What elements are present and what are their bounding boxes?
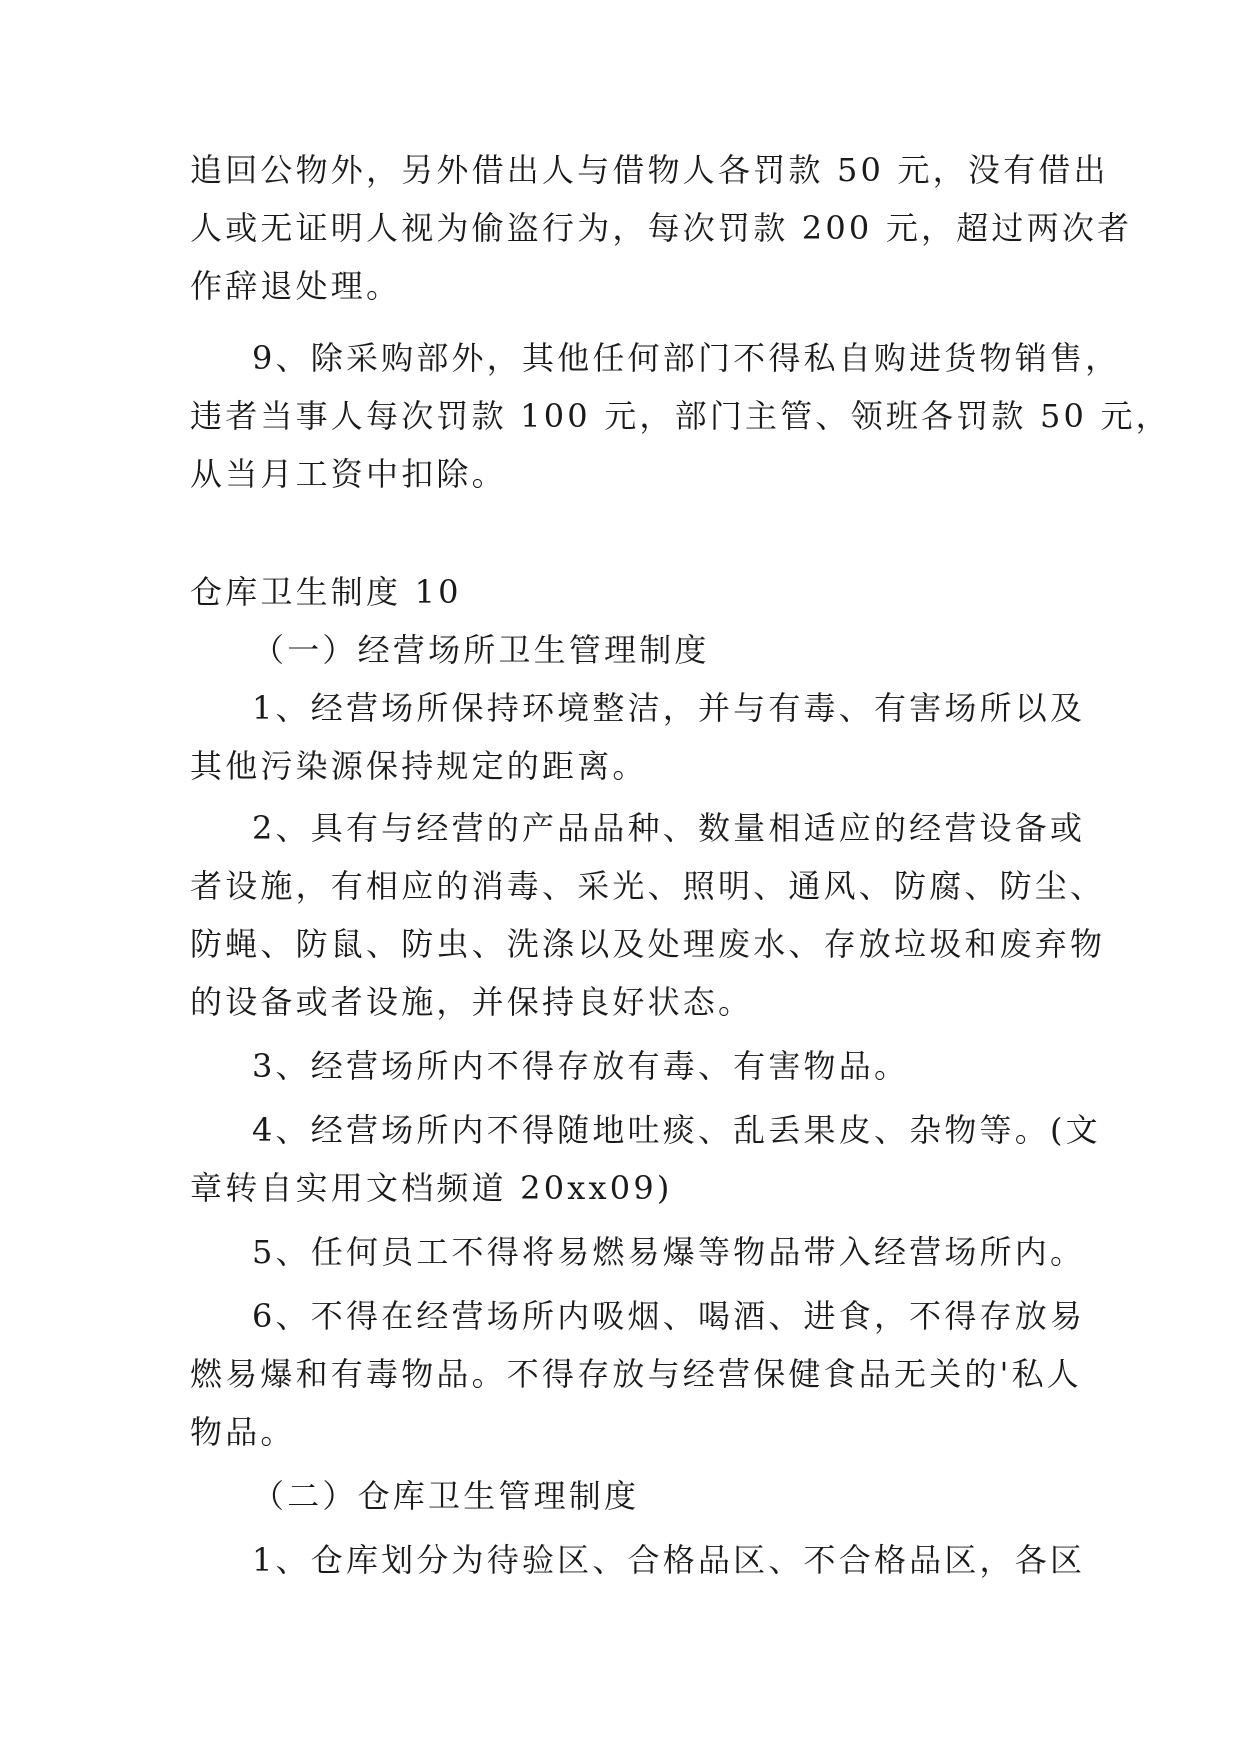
text-line: 作辞退处理。 [190, 267, 402, 305]
text-line: 者设施，有相应的消毒、采光、照明、通风、防腐、防尘、 [190, 867, 1106, 905]
paragraph-line: 2、具有与经营的产品品种、数量相适应的经营设备或 [252, 809, 1086, 847]
paragraph-line: 3、经营场所内不得存放有毒、有害物品。 [252, 1047, 910, 1085]
paragraph-line: 4、经营场所内不得随地吐痰、乱丢果皮、杂物等。(文 [252, 1111, 1101, 1149]
paragraph-line: 5、任何员工不得将易燃易爆等物品带入经营场所内。 [252, 1233, 1086, 1271]
text-line: 违者当事人每次罚款 100 元，部门主管、领班各罚款 50 元， [190, 397, 1171, 435]
text-line: 从当月工资中扣除。 [190, 455, 507, 493]
text-line: 燃易爆和有毒物品。不得存放与经营保健食品无关的'私人 [190, 1355, 1082, 1393]
paragraph-line: 1、仓库划分为待验区、合格品区、不合格品区，各区 [252, 1541, 1086, 1579]
text-line: 物品。 [190, 1413, 296, 1451]
text-line: 防蝇、防鼠、防虫、洗涤以及处理废水、存放垃圾和废弃物 [190, 925, 1106, 963]
text-line: 追回公物外，另外借出人与借物人各罚款 50 元，没有借出 [190, 151, 1109, 189]
text-line: 的设备或者设施，并保持良好状态。 [190, 983, 754, 1021]
text-line: 章转自实用文档频道 20xx09) [190, 1169, 673, 1207]
paragraph-line: 9、除采购部外，其他任何部门不得私自购进货物销售， [252, 339, 1121, 377]
subsection-heading: （一）经营场所卫生管理制度 [252, 631, 710, 669]
text-line: 其他污染源保持规定的距离。 [190, 747, 648, 785]
text-line: 人或无证明人视为偷盗行为，每次罚款 200 元，超过两次者 [190, 209, 1133, 247]
section-heading: 仓库卫生制度 10 [190, 573, 462, 611]
subsection-heading: （二）仓库卫生管理制度 [252, 1477, 640, 1515]
paragraph-line: 6、不得在经营场所内吸烟、喝酒、进食，不得存放易 [252, 1297, 1086, 1335]
paragraph-line: 1、经营场所保持环境整洁，并与有毒、有害场所以及 [252, 689, 1086, 727]
